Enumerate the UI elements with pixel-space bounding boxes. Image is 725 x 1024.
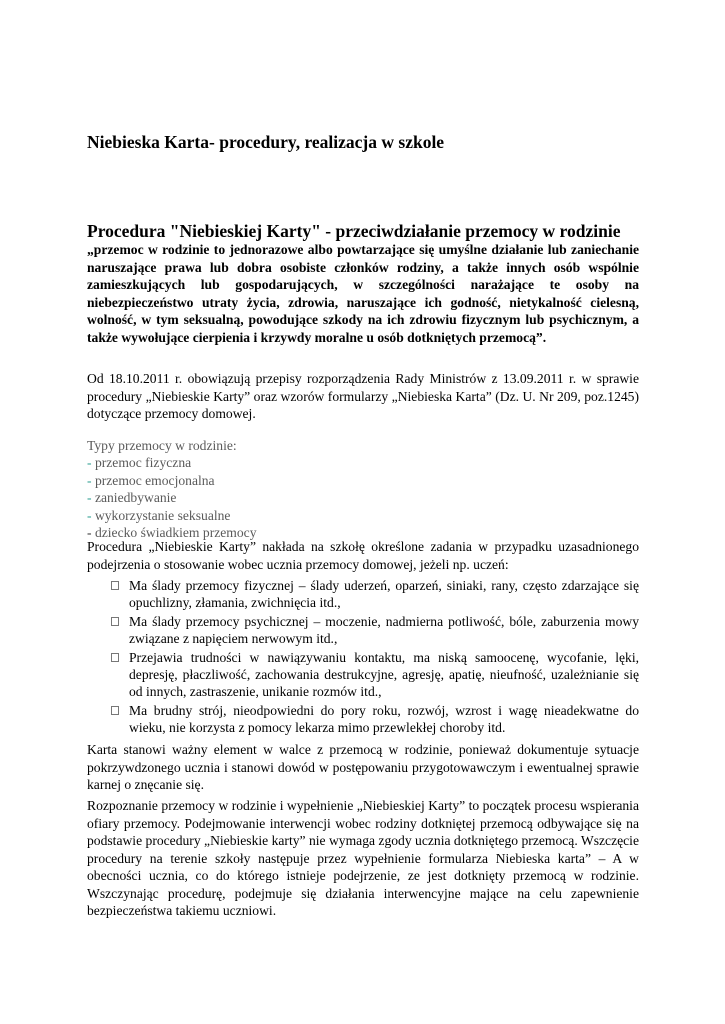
bullet-box-icon [111,653,119,662]
bullet-box-icon [111,706,119,715]
list-item: - przemoc fizyczna [87,455,192,471]
procedure-heading: Procedura "Niebieskiej Karty" - przeciwdziałanie przemocy w rodzinie [87,221,621,241]
list-item: - przemoc emocjonalna [87,472,215,488]
regulation-paragraph: Od 18.10.2011 r. obowiązują przepisy rozporządzenia Rady Ministrów z 13.09.2011 r. w sprawie procedury „Niebieskie Karty” oraz wzorów formularzy „Niebieska Karta” (Dz. U. Nr 209, poz.1245) dotyczące przemocy domowej. [87,371,639,421]
bullet-box-icon [111,617,119,626]
card-paragraph: Karta stanowi ważny element w walce z przemocą w rodzinie, ponieważ dokumentuje sytuacje pokrzywdzonego ucznia i stanowi dowód w postępowaniu przygotowawczym i ewentualnej sprawie karnej o znęcanie się. [87,742,639,792]
violence-types-heading: Typy przemocy w rodzinie: [87,438,237,453]
symptoms-list [111,577,639,738]
list-item: Przejawia trudności w nawiązywaniu kontaktu, ma niską samoocenę, wycofanie, lęki, depresję, płaczliwość, zachowania destrukcyjne, agresję, apatię, nieufność, uzależnianie się od innych, zastraszenie, unikanie rozmów itd., [111,649,639,701]
list-item: - dziecko świadkiem przemocy [87,525,257,541]
bullet-box-icon [111,581,119,590]
procedure-paragraph: Procedura „Niebieskie Karty” nakłada na szkołę określone zadania w przypadku uzasadnionego podejrzenia o stosowanie wobec ucznia przemocy domowej, jeżeli np. uczeń: [87,539,639,572]
list-item: - zaniedbywanie [87,490,177,506]
recognition-paragraph: Rozpoznanie przemocy w rodzinie i wypełnienie „Niebieskiej Karty” to początek procesu wspierania ofiary przemocy. Podejmowanie interwencji wobec rodziny dotkniętej przemocą odbywające się na podstawie procedury „Niebieskie karty” nie wymaga zgody ucznia dotkniętego przemocą. Wszczęcie procedury na terenie szkoły następuje przez wypełnienie formularza Niebieska karta” – A w obecności ucznia, co do którego istnieje podejrzenie, ze jest dotknięty przemocą w rodzinie. Wszczynając procedurę, podejmuje się działania interwencyjne mające na celu zapewnienie bezpieczeństwa takiemu uczniowi. [87,798,639,918]
list-item: Ma ślady przemocy psychicznej – moczenie, nadmierna potliwość, bóle, zaburzenia mowy związane z napięciem nerwowym itd., [111,613,639,648]
list-item: Ma brudny strój, nieodpowiedni do pory roku, rozwój, wzrost i wagę nieadekwatne do wieku, nie korzysta z pomocy lekarza mimo przewlekłej choroby itd. [111,702,639,737]
violence-definition: „przemoc w rodzinie to jednorazowe albo powtarzające się umyślne działanie lub zaniechanie naruszające prawa lub dobra osobiste członków rodziny, a także innych osób wspólnie zamieszkujących lub gospodarujących, w szczególności narażające te osoby na niebezpieczeństwo utraty życia, zdrowia, naruszające ich godność, nietykalność cielesną, wolność, w tym seksualną, powodujące szkody na ich zdrowiu fizycznym lub psychicznym, a także wywołujące cierpienia i krzywdy moralne u osób dotkniętych przemocą”. [87,242,639,345]
list-item: Ma ślady przemocy fizycznej – ślady uderzeń, oparzeń, siniaki, rany, często zdarzające się opuchlizny, złamania, zwichnięcia itd., [111,577,639,612]
violence-types-list [87,437,639,541]
list-item: - wykorzystanie seksualne [87,507,231,523]
document-title: Niebieska Karta- procedury, realizacja w szkole [87,132,445,152]
